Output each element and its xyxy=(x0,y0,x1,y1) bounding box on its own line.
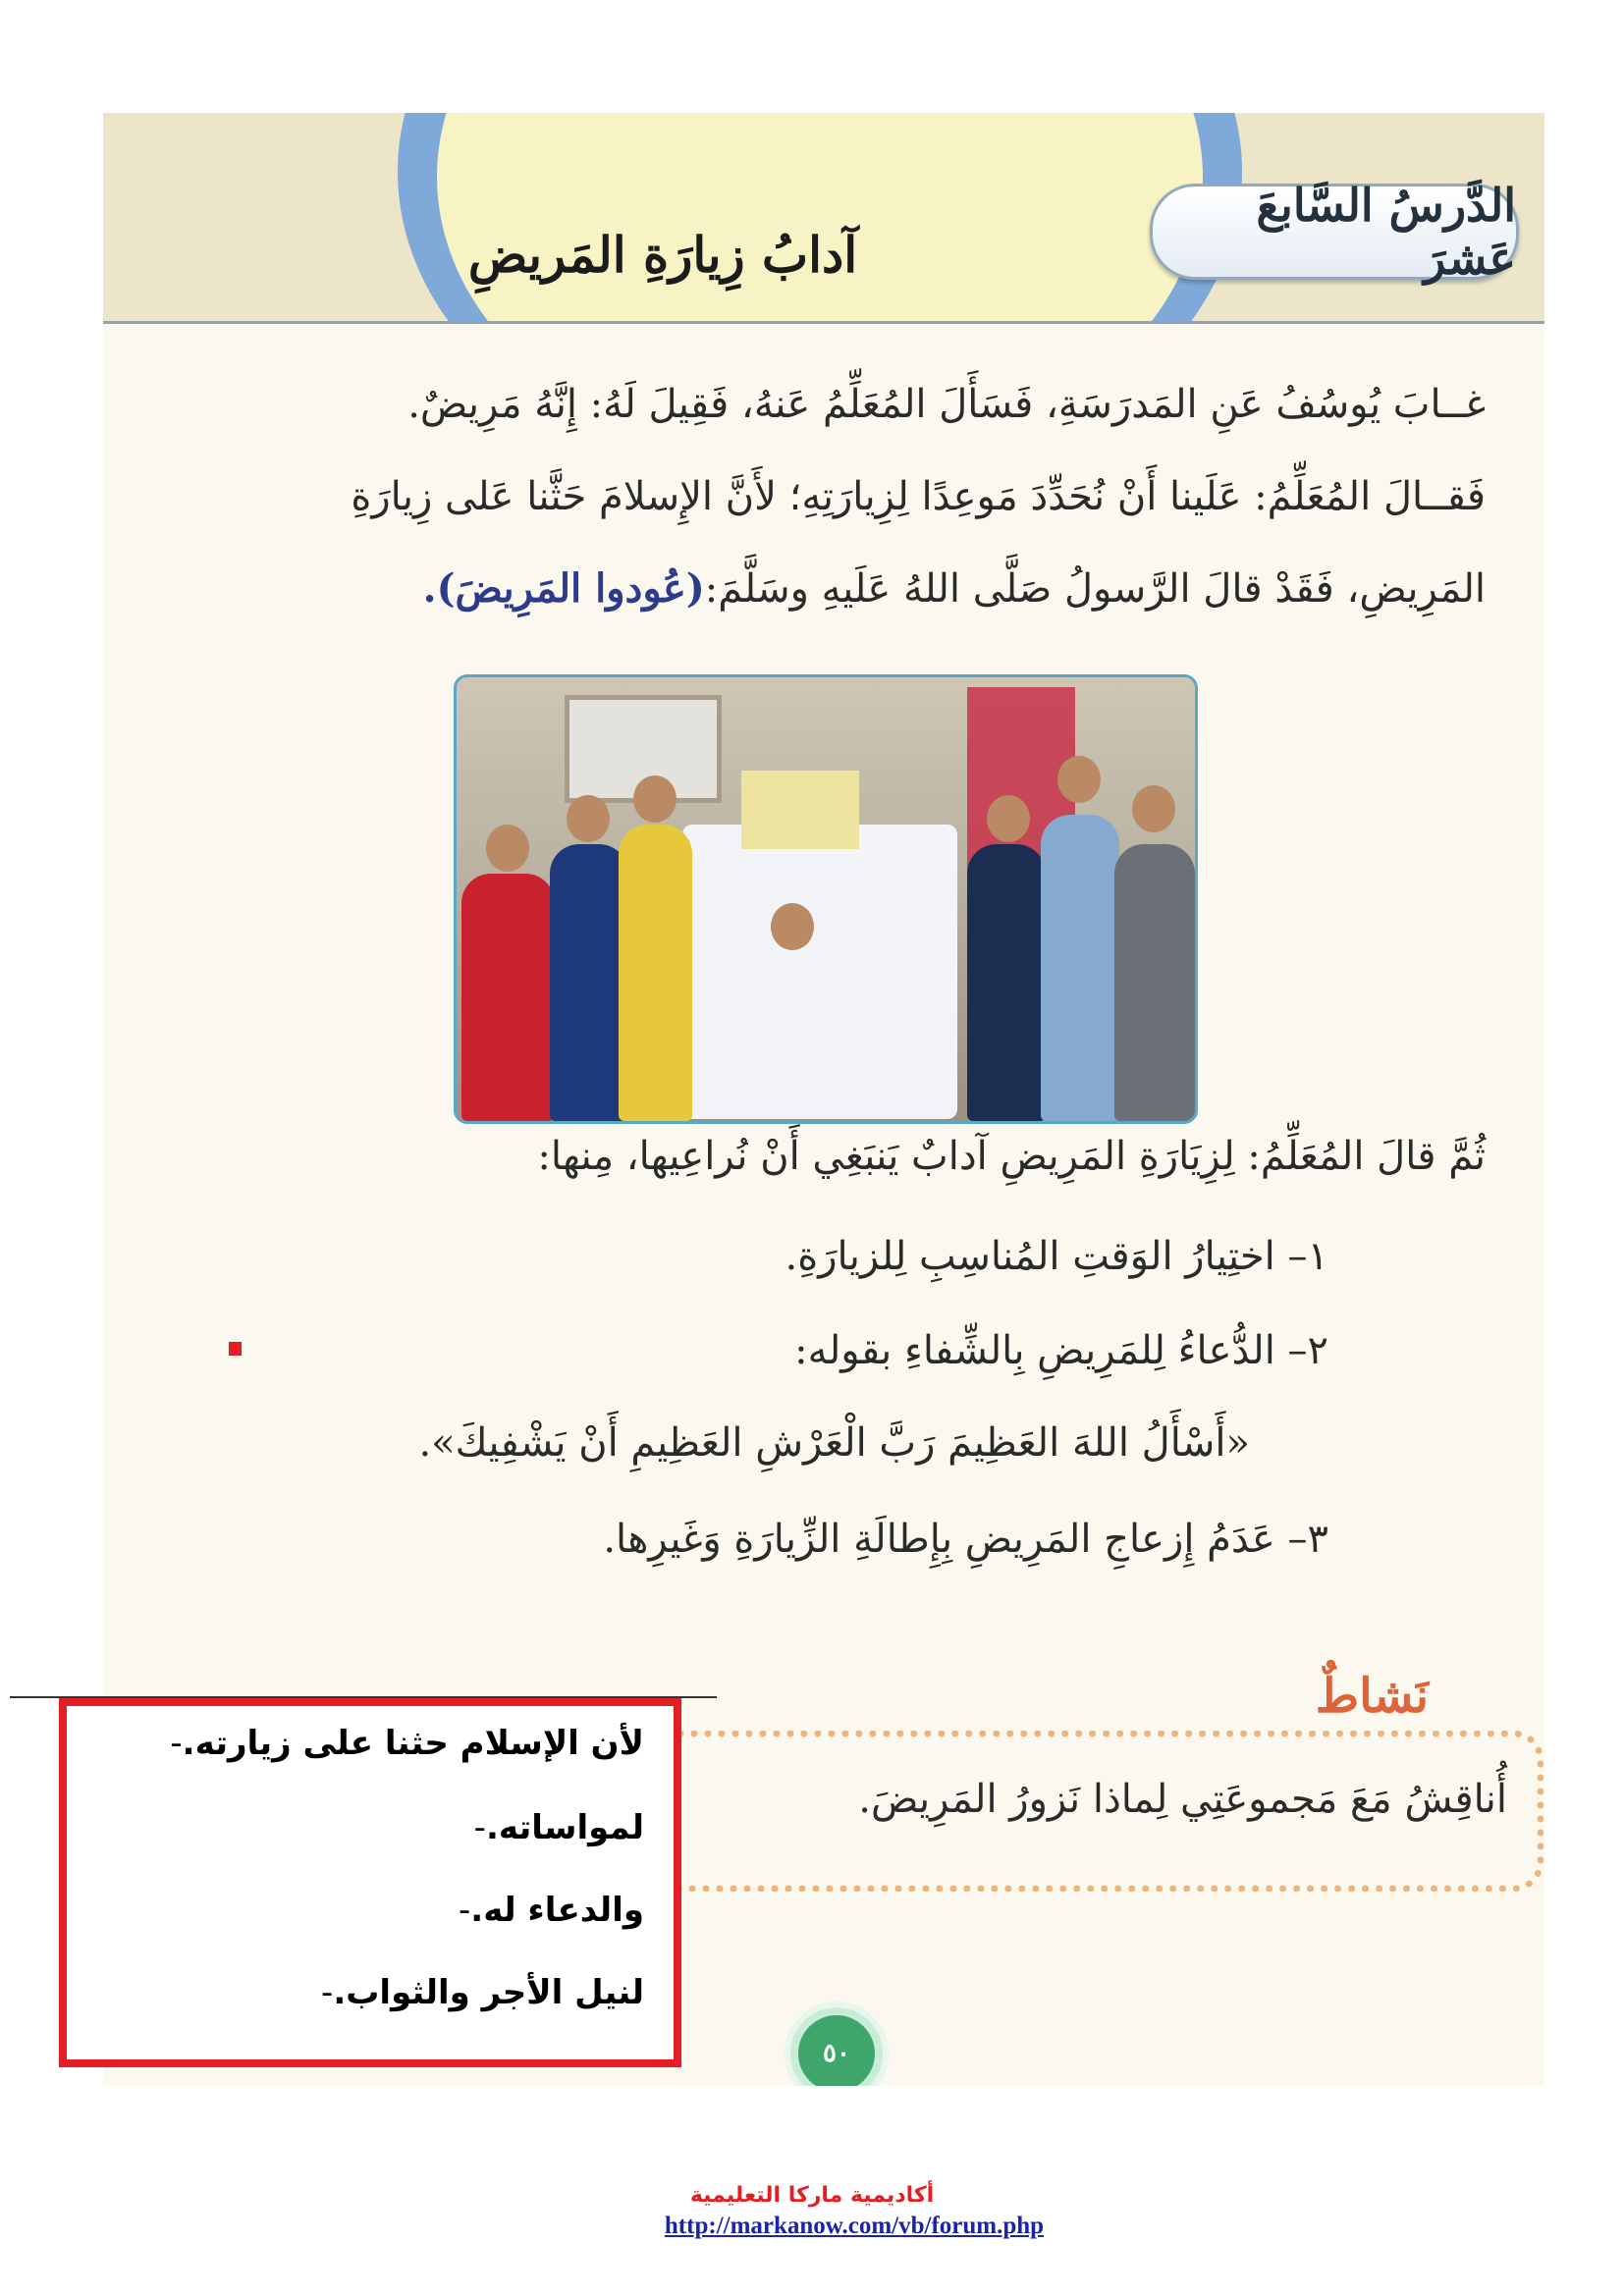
photo-child xyxy=(967,844,1046,1121)
paragraph-line-text: المَرِيضِ، فَقَدْ قالَ الرَّسولُ صَلَّى اللهُ عَلَيهِ وسَلَّمَ: xyxy=(704,566,1486,612)
answer-item xyxy=(423,1808,644,1847)
photo-child-head xyxy=(486,825,529,872)
etiquette-item: ٢– الدُّعاءُ لِلمَرِيضِ بِالشِّفاءِ بقوله: xyxy=(794,1328,1328,1373)
answer-box xyxy=(59,1698,681,2067)
answer-dash: - xyxy=(473,1808,486,1847)
lesson-header xyxy=(103,113,1544,324)
etiquette-item: ٣– عَدَمُ إِزعاجِ المَرِيضِ بِإِطالَةِ الزِّيارَةِ وَغَيرِها. xyxy=(603,1517,1328,1562)
story-paragraph xyxy=(131,358,1486,635)
answer-text: لمواساته. xyxy=(485,1808,644,1847)
answer-dash: - xyxy=(170,1724,183,1763)
activity-label: نَشاطٌ xyxy=(1315,1669,1429,1724)
photo-hospital-bed xyxy=(682,825,957,1119)
etiquette-intro: ثُمَّ قالَ المُعَلِّمُ: لِزِيَارَةِ المَرِيضِ آدابٌ يَنبَغِي أَنْ نُراعِيها، مِنها: xyxy=(537,1134,1486,1179)
answer-item xyxy=(407,1891,644,1930)
photo-pillow xyxy=(741,771,859,849)
paragraph-line: فَقــالَ المُعَلِّمُ: عَلَينا أَنْ نُحَدِّدَ مَوعِدًا لِزِيارَتِهِ؛ لأَنَّ الإِسلامَ حَثَّنا عَلى زِيارَةِ xyxy=(351,474,1486,519)
photo-child xyxy=(1114,844,1195,1121)
activity-box xyxy=(653,1731,1543,1892)
hospital-visit-photo xyxy=(454,674,1198,1124)
answer-dash: - xyxy=(459,1891,471,1930)
red-marker xyxy=(229,1342,242,1356)
etiquette-item: ١– اختِيارُ الوَقتِ المُناسِبِ لِلزيارَةِ. xyxy=(785,1234,1328,1279)
photo-child-head xyxy=(1057,756,1101,803)
photo-child xyxy=(550,844,628,1121)
paragraph-line xyxy=(131,543,1486,635)
photo-child-head xyxy=(633,775,677,823)
lesson-number-badge: الدَّرسُ السَّابعَ عَشرَ xyxy=(1150,184,1519,280)
photo-child-head xyxy=(1132,785,1175,832)
answer-text: لنيل الأجر والثواب. xyxy=(333,1973,644,2012)
answer-item xyxy=(270,1973,644,2012)
etiquette-prayer: «أَسْأَلُ اللهَ العَظِيمَ رَبَّ الْعَرْشِ العَظِيمِ أَنْ يَشْفِيكَ». xyxy=(418,1420,1250,1466)
footer-url-link[interactable]: http://markanow.com/vb/forum.php xyxy=(664,2213,1045,2239)
answer-text: والدعاء له. xyxy=(470,1891,644,1930)
photo-child xyxy=(1041,815,1119,1121)
lesson-title: آدابُ زِيارَةِ المَريضِ xyxy=(467,226,858,284)
photo-child xyxy=(461,874,555,1121)
answer-item xyxy=(119,1724,644,1763)
photo-child xyxy=(619,825,692,1121)
header-decoration-fill xyxy=(437,113,1203,324)
header-divider xyxy=(103,321,1544,324)
page-number-badge: ٥٠ xyxy=(790,2007,883,2086)
hadith-quote: (عُودوا المَرِيضَ). xyxy=(422,565,705,612)
paragraph-line: غــابَ يُوسُفُ عَنِ المَدرَسَةِ، فَسَأَلَ المُعَلِّمُ عَنهُ، فَقِيلَ لَهُ: إِنَّهُ مَرِيضٌ. xyxy=(407,382,1486,427)
activity-text: أُناقِشُ مَعَ مَجموعَتِي لِماذا نَزورُ المَرِيضَ. xyxy=(858,1777,1507,1822)
answer-text: لأن الإسلام حثنا على زيارته. xyxy=(182,1724,644,1763)
footer-academy-name: أكاديمية ماركا التعليمية xyxy=(689,2183,935,2208)
answer-dash: - xyxy=(321,1973,334,2012)
photo-child-head xyxy=(567,795,610,842)
photo-patient-head xyxy=(771,903,814,950)
photo-child-head xyxy=(987,795,1030,842)
